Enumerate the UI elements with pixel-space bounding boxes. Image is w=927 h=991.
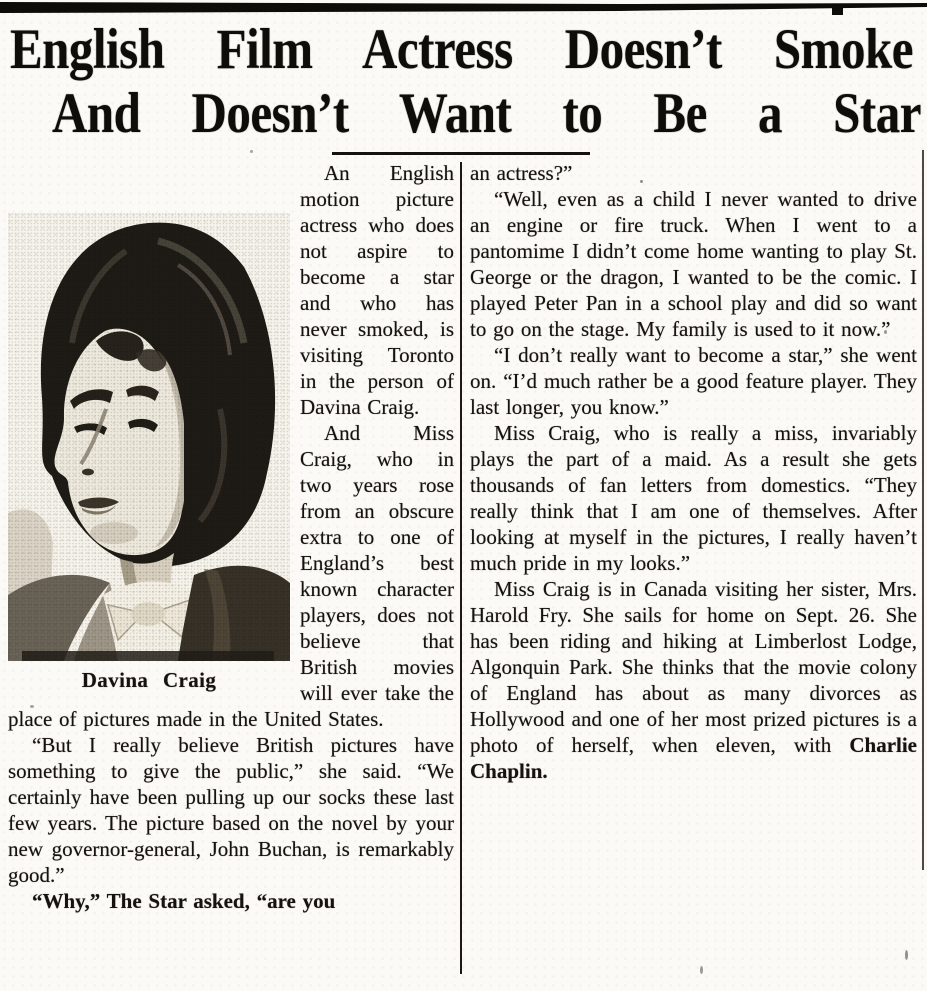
headline-line-1 — [0, 16, 927, 81]
scan-speck — [884, 330, 887, 334]
paragraph-right-3: “I don’t really want to become a star,” she went on. “I’d much rather be a good feature player. They last longer, you know.” — [470, 343, 917, 419]
paragraph-left-4: “Why,” The Star asked, “are you — [32, 889, 336, 913]
paragraph-right-1: an actress?” — [470, 161, 573, 185]
paragraph-right-4: Miss Craig, who is really a miss, invariably plays the part of a maid. As a result she gets thousands of fan letters from domestics. “They really think that I am one of themselves. After looking at myself in the pictures, I really haven’t much pride in my looks.” — [470, 421, 917, 575]
paragraph-right-2: “Well, even as a child I never wanted to drive an engine or fire truck. When I went to a pantomime I didn’t come home wanting to play St. George or the dragon, I wanted to be the comic. I played Peter Pan in a school play and did so want to go on the stage. My family is used to it now.” — [470, 187, 917, 341]
headline-line-1-text: English Film Actress Doesn’t Smoke — [10, 17, 913, 81]
paragraph-right-5-bold: Charlie Chaplin. — [470, 733, 917, 783]
paragraph-left-3: “But I really believe British pictures have something to give the public,” she said. “We certainly have been pulling up our socks these last few years. The picture based on the novel by your new governor-general, John Buchan, is remarkably good.” — [8, 733, 454, 887]
scan-speck — [250, 150, 253, 153]
right-edge-rule — [922, 150, 924, 870]
right-column — [470, 160, 917, 784]
headline-line-2 — [0, 80, 927, 145]
paragraph-left-2: And Miss Craig, who in two years rose from an obscure extra to one of England’s best known character players, does not believe that British movies will ever take the place of pictures made in the United States. — [8, 421, 454, 731]
portrait-photo — [8, 213, 290, 661]
scan-speck — [700, 966, 703, 974]
portrait-photo-block — [8, 213, 290, 695]
paragraph-right-5-text: Miss Craig is in Canada visiting her sister, Mrs. Harold Fry. She sails for home on Sept. 26. She has been riding and hiking at Limberlost Lodge, Algonquin Park. She thinks that the movie colony of England has about as many divorces as Hollywood and one of her most prized pictures is a photo of herself, when eleven, with — [470, 577, 917, 757]
photo-caption: Davina Craig — [81, 668, 217, 692]
column-divider-rule — [460, 162, 462, 974]
left-column — [8, 160, 454, 914]
headline — [0, 0, 927, 145]
article-columns — [0, 155, 927, 980]
scan-speck — [640, 180, 643, 183]
scan-speck — [30, 705, 34, 708]
paragraph-right-5 — [470, 576, 917, 784]
headline-line-2-text: And Doesn’t Want to Be a Star — [52, 81, 921, 145]
scan-speck — [905, 950, 908, 960]
paragraph-left-1: An English motion picture actress who does not aspire to become a star and who has never smoked, is visiting Toronto in the person of Davina Craig. — [300, 161, 454, 419]
